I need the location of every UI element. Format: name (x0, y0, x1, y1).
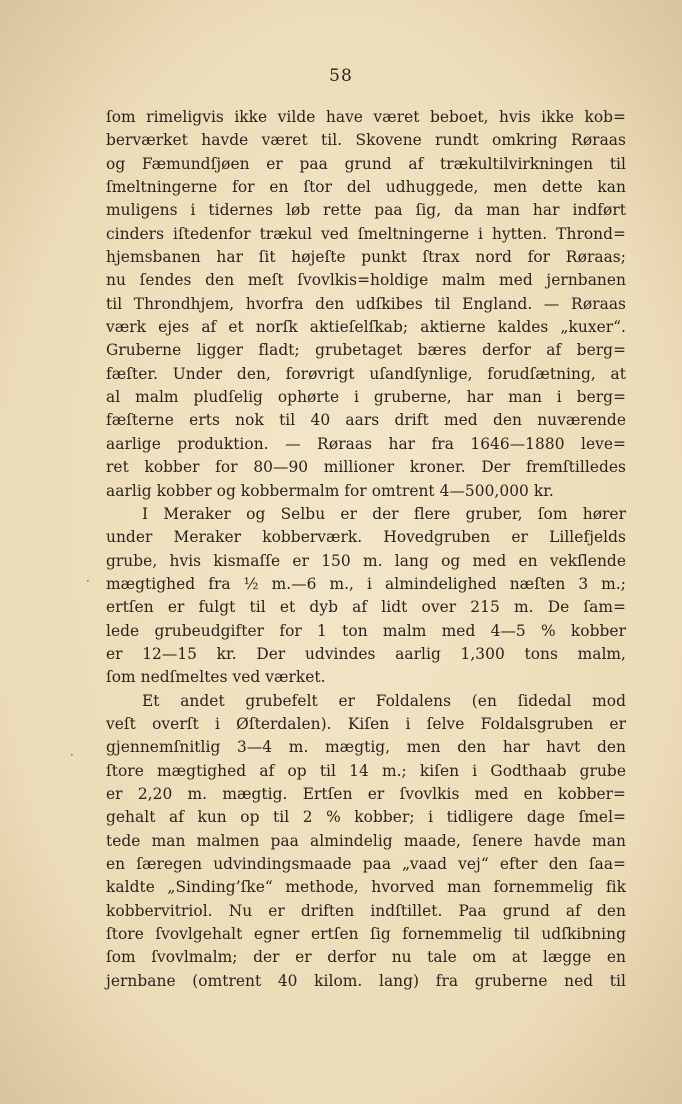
text-line: mægtighed fra ½ m.—6 m., i almindelighed næſten 3 m.; (106, 574, 626, 593)
text-line: ſtore ſvovlgehalt egner ertſen ſig fornemmelig til udſkibning (106, 925, 626, 944)
text-line: cinders iſtedenfor trækul ved ſmeltningerne i hytten. Thrond= (106, 224, 626, 243)
text-line: hjemsbanen har ſit højeſte punkt ſtrax nord for Røraas; (106, 248, 626, 267)
margin-dot-mark: · (86, 574, 90, 588)
text-line: ret kobber for 80—90 millioner kroner. Der fremſtilledes (106, 458, 626, 477)
text-line: til Throndhjem, hvorfra den udſkibes til England. — Røraas (106, 294, 626, 313)
text-line: ſom nedſmeltes ved værket. (106, 668, 326, 687)
text-line: nu ſendes den meſt ſvovlkis=holdige malm med jernbanen (106, 271, 626, 290)
text-line: en ſæregen udvindingsmaade paa „vaad vej“ efter den ſaa= (106, 855, 626, 873)
text-line: berværket havde været til. Skovene rundt omkring Røraas (106, 131, 626, 150)
text-line: muligens i tidernes løb rette paa ſig, da man har indført (106, 201, 626, 220)
text-line: aarlige produktion. — Røraas har fra 1646—1880 leve= (106, 434, 626, 453)
text-line: og Fæmundſjøen er paa grund af trækultilvirkningen til (106, 154, 626, 173)
text-line: aarlig kobber og kobbermalm for omtrent 4—500,000 kr. (106, 481, 554, 500)
text-line: al malm pludſelig ophørte i gruberne, har man i berg= (106, 388, 626, 407)
page-number: 58 (329, 66, 353, 86)
paragraph-start-line: I Meraker og Selbu er der flere gruber, ſom hører (142, 504, 626, 523)
text-line: ertſen er fulgt til et dyb af lidt over 215 m. De ſam= (106, 598, 626, 617)
text-line: ſom ſvovlmalm; der er derfor nu tale om at lægge en (106, 948, 626, 967)
text-line: Gruberne ligger fladt; grubetaget bæres derfor af berg= (106, 341, 626, 360)
text-line: kaldte „Sinding’ſke“ methode, hvorved man fornemmelig fik (106, 878, 626, 897)
text-line: fæſterne erts nok til 40 aars drift med den nuværende (106, 411, 626, 430)
text-line: lede grubeudgifter for 1 ton malm med 4—5 % kobber (106, 621, 626, 640)
text-line: gjennemſnitlig 3—4 m. mægtig, men den har havt den (106, 738, 626, 757)
text-line: under Meraker kobberværk. Hovedgruben er Lillefjelds (106, 528, 626, 547)
text-line: er 2,20 m. mægtig. Ertſen er ſvovlkis med en kobber= (106, 784, 626, 803)
text-line: veſt overſt i Øſterdalen). Kiſen i ſelve Foldalsgruben er (106, 714, 626, 733)
text-line: tede man malmen paa almindelig maade, ſenere havde man (106, 831, 626, 850)
text-line: ſmeltningerne for en ſtor del udhuggede, men dette kan (106, 178, 626, 197)
text-line: ſom rimeligvis ikke vilde have været beboet, hvis ikke kob= (106, 108, 626, 126)
text-line: værk ejes af et norſk aktieſelſkab; aktierne kaldes „kuxer“. (106, 318, 626, 337)
text-line: er 12—15 kr. Der udvindes aarlig 1,300 tons malm, (106, 644, 626, 663)
text-line: kobbervitriol. Nu er driften indſtillet. Paa grund af den (106, 901, 626, 920)
margin-dot-mark: · (70, 748, 74, 762)
text-line: fæſter. Under den, forøvrigt uſandſynlige, forudſætning, at (106, 364, 626, 383)
text-line: jernbane (omtrent 40 kilom. lang) fra gruberne ned til (106, 971, 626, 990)
text-line: gehalt af kun op til 2 % kobber; i tidligere dage ſmel= (106, 808, 626, 827)
paragraph-start-line: Et andet grubefelt er Foldalens (en ſidedal mod (142, 691, 626, 710)
text-line: grube, hvis kismaſſe er 150 m. lang og med en vekſlende (106, 551, 626, 570)
body-text (106, 106, 626, 993)
text-line: ſtore mægtighed af op til 14 m.; kiſen i Godthaab grube (106, 761, 626, 780)
